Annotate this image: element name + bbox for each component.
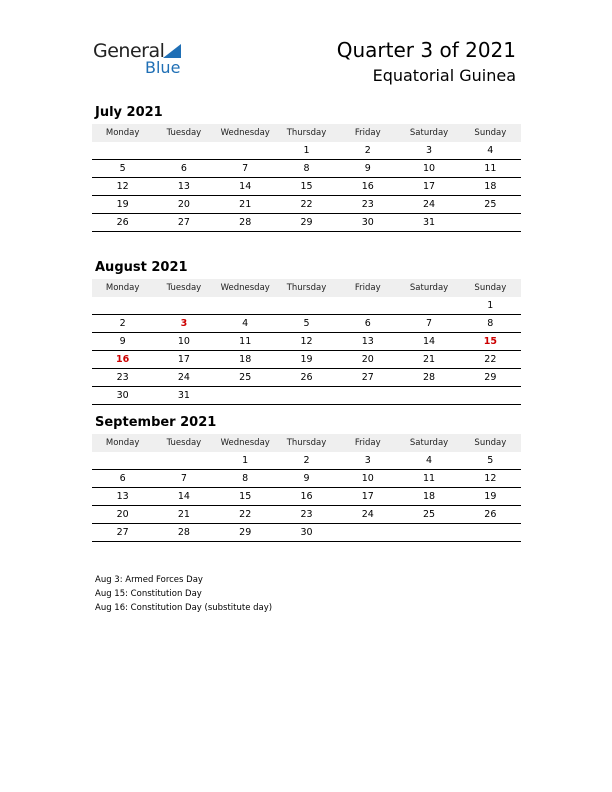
brand-logo (93, 40, 193, 80)
logo-general-text: General (93, 40, 165, 62)
week-row (92, 160, 521, 178)
date-cell: 7 (180, 473, 187, 484)
holiday-date-cell: 16 (116, 354, 130, 365)
date-cell: 23 (361, 199, 374, 210)
weekday-label: Friday (354, 438, 381, 448)
date-cell: 19 (116, 199, 129, 210)
date-cell: 10 (361, 473, 374, 484)
weekday-label: Wednesday (220, 128, 270, 138)
week-row (92, 333, 521, 351)
weekday-label: Friday (354, 128, 381, 138)
week-row (92, 214, 521, 232)
month-title: July 2021 (95, 105, 163, 120)
date-cell: 9 (119, 336, 126, 347)
date-cell: 3 (364, 455, 371, 466)
date-cell: 11 (423, 473, 436, 484)
holiday-notes (95, 573, 272, 615)
date-cell: 17 (423, 181, 436, 192)
weekday-label: Monday (105, 438, 140, 448)
date-cell: 14 (239, 181, 252, 192)
date-cell: 27 (361, 372, 374, 383)
week-row (92, 470, 521, 488)
weekday-label: Thursday (286, 283, 327, 293)
date-cell: 2 (303, 455, 310, 466)
holiday-note: Aug 3: Armed Forces Day (95, 575, 203, 585)
month-september (92, 414, 521, 542)
date-cell: 13 (361, 336, 374, 347)
date-cell: 6 (119, 473, 126, 484)
date-cell: 12 (484, 473, 497, 484)
week-row (92, 196, 521, 214)
date-cell: 29 (300, 217, 313, 228)
date-cell: 21 (177, 509, 190, 520)
date-cell: 10 (423, 163, 436, 174)
weekday-label: Thursday (286, 128, 327, 138)
week-row (92, 297, 521, 315)
date-cell: 13 (177, 181, 190, 192)
date-cell: 13 (116, 491, 129, 502)
week-row (92, 488, 521, 506)
date-cell: 20 (177, 199, 190, 210)
date-cell: 18 (484, 181, 497, 192)
date-cell: 7 (242, 163, 249, 174)
date-cell: 9 (303, 473, 310, 484)
date-cell: 4 (426, 455, 433, 466)
date-cell: 30 (361, 217, 374, 228)
date-cell: 18 (239, 354, 252, 365)
date-cell: 10 (177, 336, 190, 347)
month-july (92, 104, 521, 232)
holiday-date-cell: 15 (483, 336, 497, 347)
date-cell: 27 (116, 527, 129, 538)
date-cell: 24 (177, 372, 190, 383)
date-cell: 18 (423, 491, 436, 502)
date-cell: 19 (484, 491, 497, 502)
week-row (92, 142, 521, 160)
date-cell: 1 (487, 300, 494, 311)
date-cell: 22 (300, 199, 313, 210)
date-cell: 24 (423, 199, 436, 210)
date-cell: 2 (364, 145, 371, 156)
weekday-header-row (92, 124, 521, 142)
weekday-label: Sunday (474, 283, 507, 293)
weekday-label: Sunday (474, 438, 507, 448)
date-cell: 6 (364, 318, 371, 329)
date-cell: 8 (487, 318, 494, 329)
date-cell: 9 (364, 163, 371, 174)
date-cell: 24 (361, 509, 374, 520)
week-row (92, 369, 521, 387)
date-cell: 22 (239, 509, 252, 520)
date-cell: 28 (423, 372, 436, 383)
weekday-label: Thursday (286, 438, 327, 448)
date-cell: 25 (484, 199, 497, 210)
date-cell: 21 (423, 354, 436, 365)
date-cell: 4 (242, 318, 249, 329)
weekday-label: Tuesday (166, 438, 202, 448)
date-cell: 3 (426, 145, 433, 156)
weekday-label: Sunday (474, 128, 507, 138)
date-cell: 23 (116, 372, 129, 383)
date-cell: 17 (361, 491, 374, 502)
date-cell: 15 (300, 181, 313, 192)
date-cell: 14 (423, 336, 436, 347)
logo-triangle-icon (163, 44, 181, 58)
date-cell: 26 (116, 217, 129, 228)
date-cell: 4 (487, 145, 494, 156)
country-name: Equatorial Guinea (372, 66, 516, 85)
date-cell: 15 (239, 491, 252, 502)
weekday-header-row (92, 434, 521, 452)
date-cell: 8 (242, 473, 249, 484)
date-cell: 21 (239, 199, 252, 210)
date-cell: 25 (239, 372, 252, 383)
page-title: Quarter 3 of 2021 (336, 38, 516, 62)
holiday-date-cell: 3 (180, 318, 188, 329)
date-cell: 22 (484, 354, 497, 365)
date-cell: 11 (239, 336, 252, 347)
date-cell: 5 (119, 163, 126, 174)
date-cell: 28 (177, 527, 190, 538)
week-row (92, 452, 521, 470)
weekday-label: Monday (105, 128, 140, 138)
date-cell: 23 (300, 509, 313, 520)
week-row (92, 178, 521, 196)
weekday-label: Friday (354, 283, 381, 293)
date-cell: 29 (239, 527, 252, 538)
week-row (92, 506, 521, 524)
date-cell: 6 (180, 163, 187, 174)
date-cell: 12 (116, 181, 129, 192)
date-cell: 12 (300, 336, 313, 347)
date-cell: 11 (484, 163, 497, 174)
date-cell: 26 (300, 372, 313, 383)
month-title: August 2021 (95, 260, 188, 275)
date-cell: 16 (300, 491, 313, 502)
date-cell: 17 (177, 354, 190, 365)
weekday-header-row (92, 279, 521, 297)
date-cell: 30 (116, 390, 129, 401)
date-cell: 2 (119, 318, 126, 329)
weekday-label: Saturday (409, 128, 449, 138)
date-cell: 16 (361, 181, 374, 192)
date-cell: 25 (423, 509, 436, 520)
date-cell: 1 (303, 145, 310, 156)
date-cell: 29 (484, 372, 497, 383)
month-title: September 2021 (95, 415, 217, 430)
logo-blue-text: Blue (145, 58, 181, 77)
date-cell: 5 (487, 455, 494, 466)
date-cell: 20 (361, 354, 374, 365)
week-row (92, 524, 521, 542)
date-cell: 28 (239, 217, 252, 228)
weekday-label: Tuesday (166, 128, 202, 138)
weekday-label: Wednesday (220, 438, 270, 448)
holiday-note: Aug 16: Constitution Day (substitute day) (95, 603, 273, 613)
date-cell: 26 (484, 509, 497, 520)
date-cell: 1 (242, 455, 249, 466)
month-august (92, 259, 521, 405)
holiday-note: Aug 15: Constitution Day (95, 589, 202, 599)
week-row (92, 315, 521, 333)
weekday-label: Saturday (409, 283, 449, 293)
date-cell: 20 (116, 509, 129, 520)
weekday-label: Monday (105, 283, 140, 293)
week-row (92, 387, 521, 405)
date-cell: 14 (177, 491, 190, 502)
date-cell: 30 (300, 527, 313, 538)
date-cell: 31 (177, 390, 190, 401)
weekday-label: Wednesday (220, 283, 270, 293)
weekday-label: Tuesday (166, 283, 202, 293)
date-cell: 27 (177, 217, 190, 228)
week-row (92, 351, 521, 369)
date-cell: 5 (303, 318, 310, 329)
date-cell: 8 (303, 163, 310, 174)
date-cell: 31 (423, 217, 436, 228)
weekday-label: Saturday (409, 438, 449, 448)
date-cell: 7 (426, 318, 433, 329)
date-cell: 19 (300, 354, 313, 365)
